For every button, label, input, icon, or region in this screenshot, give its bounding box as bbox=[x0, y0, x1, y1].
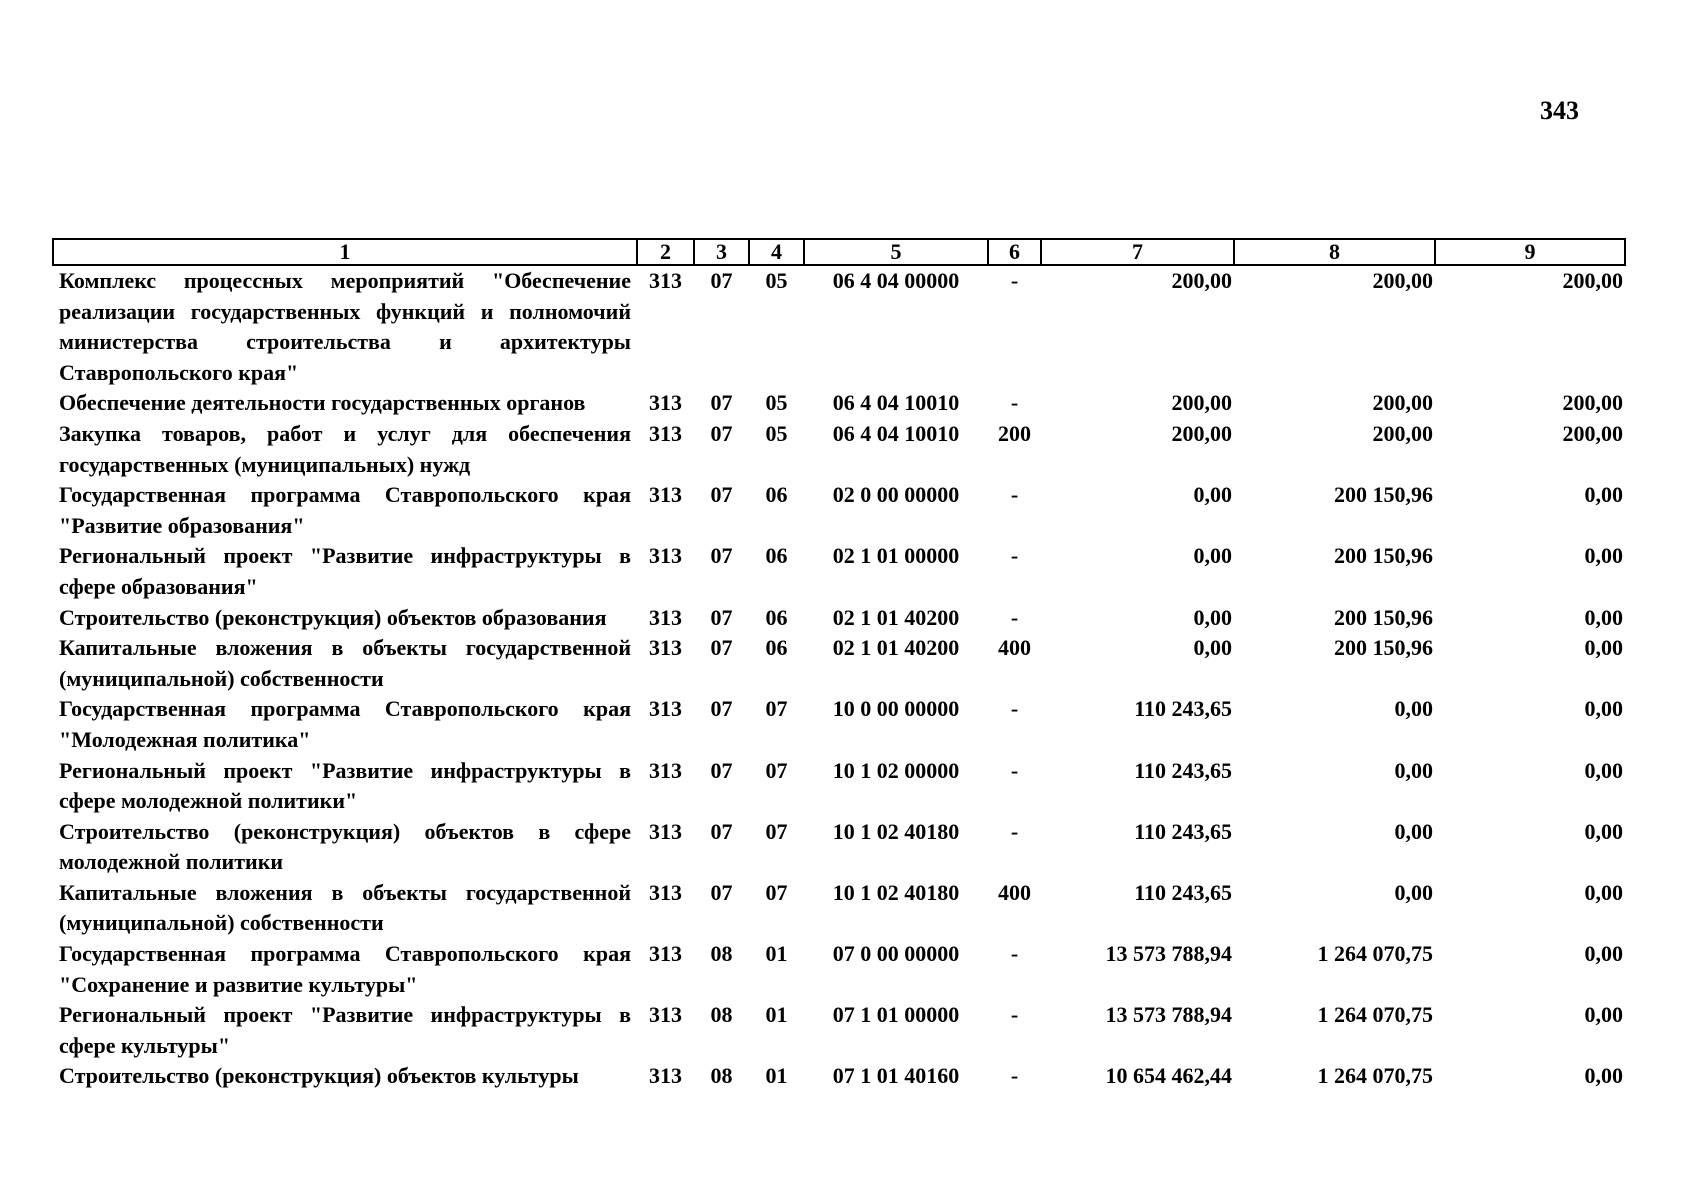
row-col-8: 1 264 070,75 bbox=[1317, 1002, 1433, 1028]
row-name: Государственная программа Ставропольского края "Развитие образования" bbox=[59, 482, 631, 538]
row-col-7: 0,00 bbox=[1193, 482, 1232, 508]
row-col-8: 200,00 bbox=[1372, 268, 1433, 293]
row-col-8: 1 264 070,75 bbox=[1317, 1063, 1433, 1089]
row-col-8: 200 150,96 bbox=[1334, 635, 1433, 661]
row-col-8: 200 150,96 bbox=[1334, 604, 1433, 630]
row-col-4: 06 bbox=[765, 635, 788, 661]
row-col-4: 01 bbox=[765, 941, 788, 967]
table-row bbox=[53, 694, 1625, 755]
row-col-2: 313 bbox=[649, 818, 682, 844]
row-col-5: 02 1 01 40200 bbox=[832, 604, 960, 630]
row-col-9: 0,00 bbox=[1584, 941, 1623, 967]
row-col-6: - bbox=[1010, 696, 1019, 722]
row-col-5: 06 4 04 00000 bbox=[832, 268, 960, 293]
row-col-7: 200,00 bbox=[1171, 268, 1232, 293]
row-col-6: 400 bbox=[998, 635, 1031, 661]
row-col-7: 0,00 bbox=[1193, 604, 1232, 630]
row-col-5: 06 4 04 10010 bbox=[832, 390, 960, 416]
table-body bbox=[53, 265, 1625, 1092]
row-name: Комплекс процессных мероприятий "Обеспечение реализации государственных функций и полномочий министерства строительства и архитектуры Ставропольского края" bbox=[59, 268, 631, 385]
row-col-9: 0,00 bbox=[1584, 604, 1623, 630]
row-col-4: 05 bbox=[765, 420, 788, 446]
row-name: Строительство (реконструкция) объектов культуры bbox=[59, 1063, 579, 1089]
row-col-6: - bbox=[1010, 604, 1019, 630]
row-col-7: 0,00 bbox=[1193, 543, 1232, 569]
row-col-6: - bbox=[1010, 482, 1019, 508]
row-col-8: 1 264 070,75 bbox=[1317, 941, 1433, 967]
page-number: 343 bbox=[1540, 96, 1579, 125]
row-col-7: 200,00 bbox=[1171, 390, 1232, 416]
table-row bbox=[53, 633, 1625, 694]
row-col-6: - bbox=[1010, 1063, 1019, 1089]
row-col-4: 01 bbox=[765, 1063, 788, 1089]
row-name: Строительство (реконструкция) объектов в сфере молодежной политики bbox=[59, 818, 631, 875]
row-col-6: - bbox=[1010, 757, 1019, 783]
row-col-6: 200 bbox=[998, 420, 1031, 446]
row-name: Обеспечение деятельности государственных органов bbox=[59, 390, 586, 416]
row-col-9: 0,00 bbox=[1584, 1002, 1623, 1028]
row-col-5: 06 4 04 10010 bbox=[832, 420, 960, 446]
header-col-2: 2 bbox=[637, 239, 694, 265]
row-col-3: 07 bbox=[710, 482, 733, 508]
row-col-4: 07 bbox=[765, 757, 788, 783]
row-col-2: 313 bbox=[649, 635, 682, 661]
row-col-5: 10 1 02 40180 bbox=[832, 879, 960, 905]
row-col-9: 0,00 bbox=[1584, 482, 1623, 508]
table-row bbox=[53, 756, 1625, 817]
row-col-2: 313 bbox=[649, 1063, 682, 1089]
row-col-5: 07 0 00 00000 bbox=[832, 941, 960, 967]
row-col-8: 200 150,96 bbox=[1334, 482, 1433, 508]
row-col-8: 200,00 bbox=[1372, 420, 1433, 446]
table-row bbox=[53, 1061, 1625, 1092]
row-col-3: 07 bbox=[710, 879, 733, 905]
table-row bbox=[53, 265, 1625, 388]
row-col-3: 07 bbox=[710, 696, 733, 722]
row-col-8: 0,00 bbox=[1394, 879, 1433, 905]
header-col-8: 8 bbox=[1234, 239, 1435, 265]
row-col-4: 07 bbox=[765, 696, 788, 722]
row-col-7: 110 243,65 bbox=[1134, 757, 1232, 783]
row-col-9: 200,00 bbox=[1562, 420, 1623, 446]
row-name: Капитальные вложения в объекты государственной (муниципальной) собственности bbox=[59, 635, 631, 691]
row-col-5: 10 1 02 00000 bbox=[832, 757, 960, 783]
row-col-9: 0,00 bbox=[1584, 635, 1623, 661]
row-col-5: 10 0 00 00000 bbox=[832, 696, 960, 722]
row-col-8: 200,00 bbox=[1372, 390, 1433, 416]
row-name: Региональный проект "Развитие инфраструктуры в сфере культуры" bbox=[59, 1002, 631, 1058]
row-col-2: 313 bbox=[649, 879, 682, 905]
row-col-6: 400 bbox=[998, 879, 1031, 905]
row-col-3: 07 bbox=[710, 818, 733, 844]
row-name: Государственная программа Ставропольского края "Сохранение и развитие культуры" bbox=[59, 941, 631, 997]
table-row bbox=[53, 388, 1625, 419]
row-col-9: 0,00 bbox=[1584, 696, 1623, 722]
table-row bbox=[53, 1000, 1625, 1061]
row-col-3: 07 bbox=[710, 635, 733, 661]
row-name: Региональный проект "Развитие инфраструктуры в сфере молодежной политики" bbox=[59, 757, 631, 814]
row-col-4: 06 bbox=[765, 543, 788, 569]
row-col-4: 06 bbox=[765, 604, 788, 630]
row-col-2: 313 bbox=[649, 268, 682, 293]
table-row bbox=[53, 541, 1625, 602]
row-col-2: 313 bbox=[649, 543, 682, 569]
row-col-3: 07 bbox=[710, 604, 733, 630]
row-col-7: 13 573 788,94 bbox=[1105, 941, 1232, 967]
row-col-4: 07 bbox=[765, 818, 788, 844]
row-col-4: 07 bbox=[765, 879, 788, 905]
row-col-9: 0,00 bbox=[1584, 757, 1623, 783]
row-col-8: 0,00 bbox=[1394, 757, 1433, 783]
row-col-9: 0,00 bbox=[1584, 543, 1623, 569]
row-col-9: 0,00 bbox=[1584, 1063, 1623, 1089]
row-col-3: 07 bbox=[710, 268, 733, 293]
table-row bbox=[53, 480, 1625, 541]
row-col-2: 313 bbox=[649, 482, 682, 508]
row-col-9: 0,00 bbox=[1584, 818, 1623, 844]
row-col-2: 313 bbox=[649, 941, 682, 967]
header-col-4: 4 bbox=[749, 239, 804, 265]
row-col-5: 07 1 01 00000 bbox=[832, 1002, 960, 1028]
row-col-4: 01 bbox=[765, 1002, 788, 1028]
row-col-7: 10 654 462,44 bbox=[1105, 1063, 1232, 1089]
row-col-3: 07 bbox=[710, 420, 733, 446]
table-row bbox=[53, 603, 1625, 634]
row-name: Строительство (реконструкция) объектов образования bbox=[59, 604, 607, 630]
row-col-8: 0,00 bbox=[1394, 818, 1433, 844]
row-col-6: - bbox=[1010, 543, 1019, 569]
row-col-3: 07 bbox=[710, 390, 733, 416]
row-name: Закупка товаров, работ и услуг для обеспечения государственных (муниципальных) нужд bbox=[59, 420, 631, 477]
header-col-3: 3 bbox=[694, 239, 749, 265]
row-col-6: - bbox=[1010, 390, 1019, 416]
row-col-5: 10 1 02 40180 bbox=[832, 818, 960, 844]
row-col-3: 08 bbox=[710, 941, 733, 967]
header-col-7: 7 bbox=[1041, 239, 1234, 265]
row-col-2: 313 bbox=[649, 420, 682, 446]
row-col-8: 200 150,96 bbox=[1334, 543, 1433, 569]
row-col-9: 200,00 bbox=[1562, 390, 1623, 416]
row-col-7: 200,00 bbox=[1171, 420, 1232, 446]
row-col-2: 313 bbox=[649, 696, 682, 722]
table-row bbox=[53, 817, 1625, 878]
row-col-6: - bbox=[1010, 268, 1019, 293]
table-header bbox=[53, 239, 1625, 265]
row-col-8: 0,00 bbox=[1394, 696, 1433, 722]
row-col-6: - bbox=[1010, 818, 1019, 844]
header-col-9: 9 bbox=[1435, 239, 1625, 265]
row-col-2: 313 bbox=[649, 604, 682, 630]
header-col-6: 6 bbox=[988, 239, 1041, 265]
table-row bbox=[53, 878, 1625, 939]
row-col-6: - bbox=[1010, 941, 1019, 967]
row-col-5: 02 1 01 00000 bbox=[832, 543, 960, 569]
row-col-5: 07 1 01 40160 bbox=[832, 1063, 960, 1089]
header-row bbox=[53, 239, 1625, 265]
header-col-1: 1 bbox=[53, 239, 637, 265]
budget-table bbox=[52, 238, 1626, 1092]
row-name: Государственная программа Ставропольского края "Молодежная политика" bbox=[59, 696, 631, 752]
row-col-5: 02 0 00 00000 bbox=[832, 482, 960, 508]
row-col-3: 08 bbox=[710, 1002, 733, 1028]
row-col-2: 313 bbox=[649, 390, 682, 416]
row-col-9: 0,00 bbox=[1584, 879, 1623, 905]
row-col-7: 13 573 788,94 bbox=[1105, 1002, 1232, 1028]
row-col-7: 110 243,65 bbox=[1134, 696, 1232, 722]
row-col-5: 02 1 01 40200 bbox=[832, 635, 960, 661]
table-row bbox=[53, 419, 1625, 480]
row-col-7: 110 243,65 bbox=[1134, 818, 1232, 844]
row-col-3: 08 bbox=[710, 1063, 733, 1089]
row-col-2: 313 bbox=[649, 757, 682, 783]
row-col-4: 05 bbox=[765, 268, 788, 293]
row-col-9: 200,00 bbox=[1562, 268, 1623, 293]
row-col-7: 110 243,65 bbox=[1134, 879, 1232, 905]
row-name: Капитальные вложения в объекты государственной (муниципальной) собственности bbox=[59, 879, 631, 936]
row-col-6: - bbox=[1010, 1002, 1019, 1028]
header-col-5: 5 bbox=[804, 239, 988, 265]
row-name: Региональный проект "Развитие инфраструктуры в сфере образования" bbox=[59, 543, 631, 599]
row-col-3: 07 bbox=[710, 543, 733, 569]
row-col-3: 07 bbox=[710, 757, 733, 783]
row-col-7: 0,00 bbox=[1193, 635, 1232, 661]
row-col-4: 06 bbox=[765, 482, 788, 508]
table-row bbox=[53, 939, 1625, 1000]
row-col-4: 05 bbox=[765, 390, 788, 416]
row-col-2: 313 bbox=[649, 1002, 682, 1028]
